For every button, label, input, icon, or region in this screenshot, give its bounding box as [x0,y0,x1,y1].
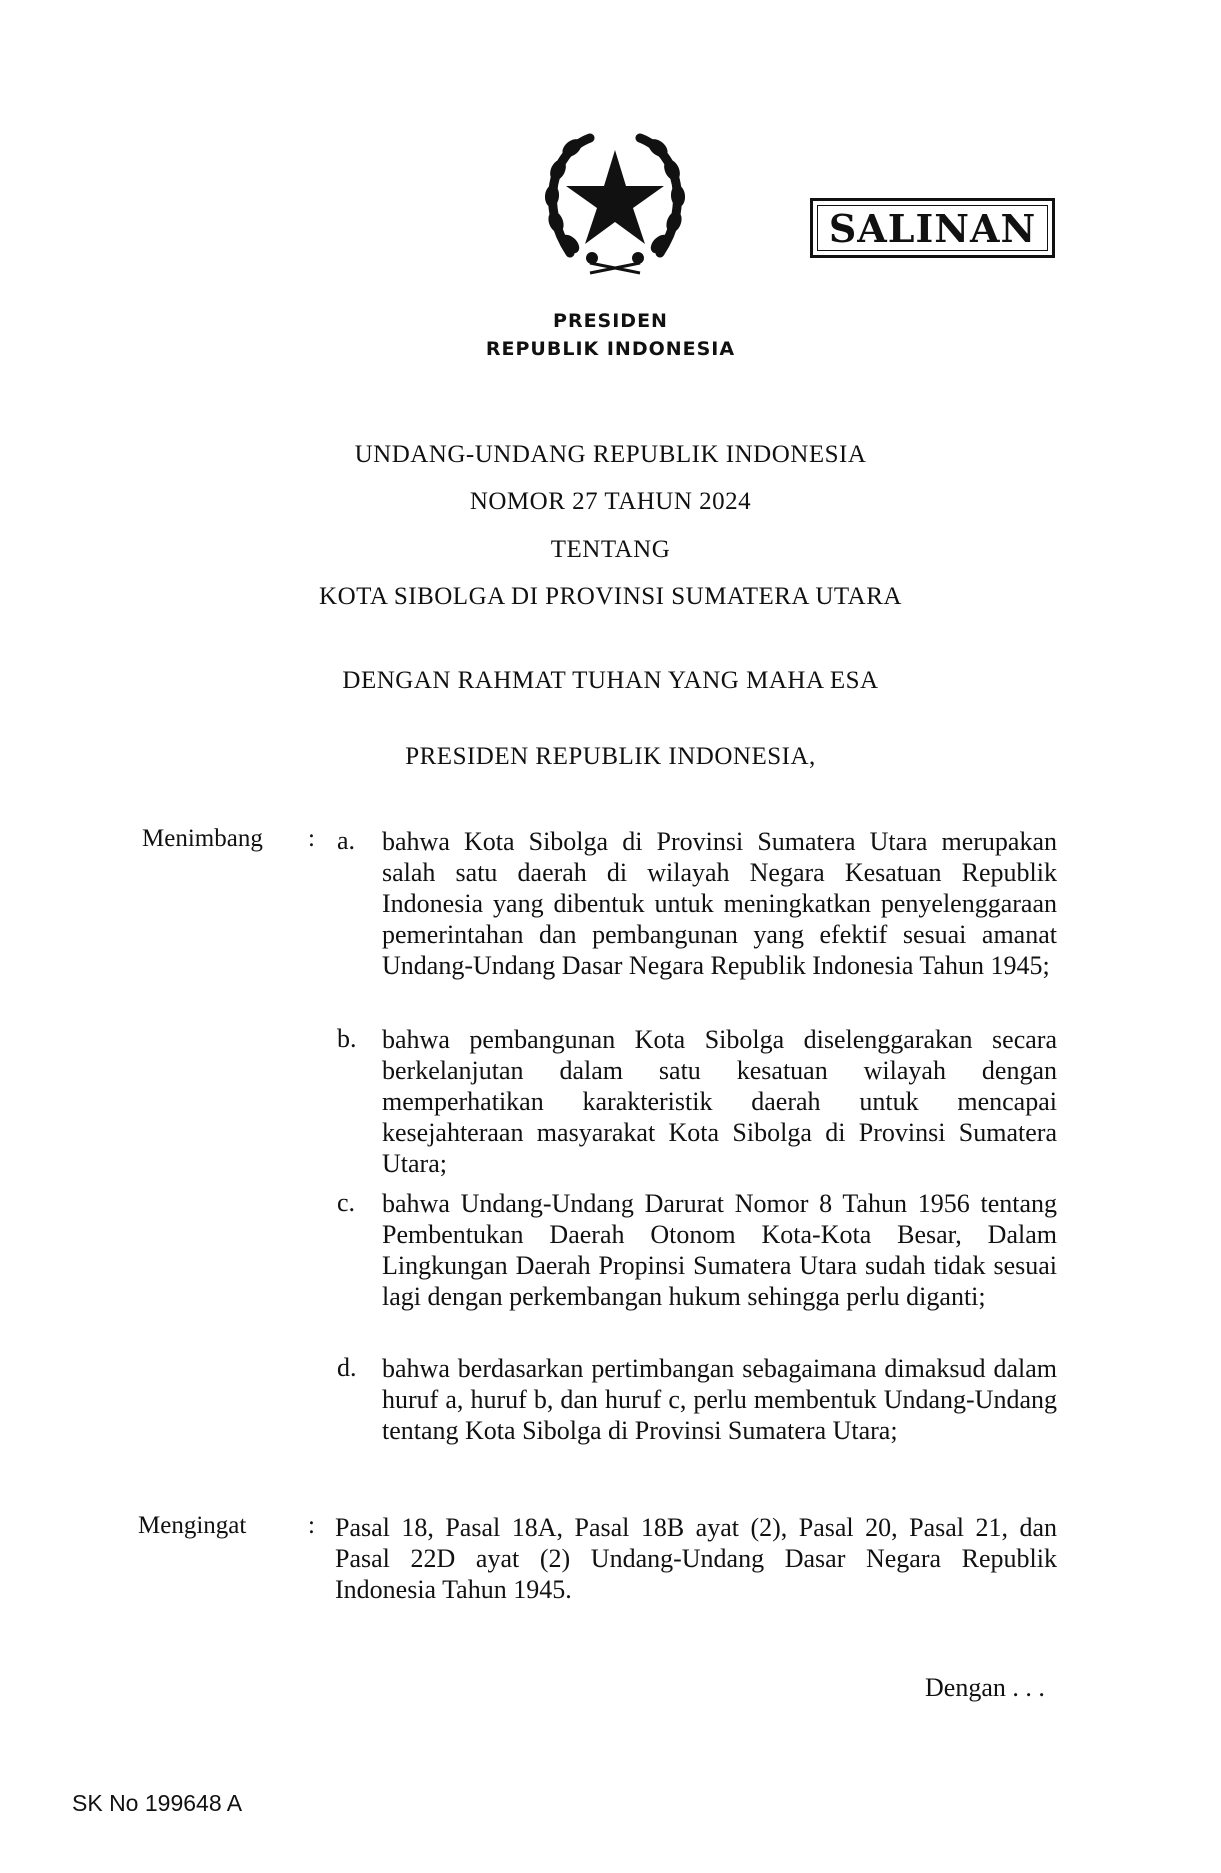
continuation-text: Dengan . . . [925,1673,1045,1702]
menimbang-item-text: bahwa Undang-Undang Darurat Nomor 8 Tahun 1956 tentang Pembentukan Daerah Otonom Kota-Kota Besar, Dalam Lingkungan Daerah Propinsi Sumatera Utara sudah tidak sesuai lagi dengan perkembangan hukum sehingga perlu diganti; [382,1189,1057,1311]
mengingat-colon: : [308,1512,315,1539]
item-letter: d. [337,1353,357,1382]
title-line-1: UNDANG-UNDANG REPUBLIK INDONESIA [354,441,867,468]
title-line-3: TENTANG [550,536,671,563]
title-line-2: NOMOR 27 TAHUN 2024 [469,488,752,515]
item-letter: c. [337,1188,356,1217]
title-line-6: PRESIDEN REPUBLIK INDONESIA, [405,743,816,770]
header-republik: REPUBLIK INDONESIA [485,338,736,360]
menimbang-label: Menimbang [142,825,263,852]
header-presiden: PRESIDEN [553,310,668,332]
title-line-4: KOTA SIBOLGA DI PROVINSI SUMATERA UTARA [319,583,902,610]
sk-number: SK No 199648 A [72,1790,243,1816]
mengingat-label: Mengingat [138,1512,247,1539]
title-line-5: DENGAN RAHMAT TUHAN YANG MAHA ESA [342,667,879,694]
mengingat-text: Pasal 18, Pasal 18A, Pasal 18B ayat (2), Pasal 20, Pasal 21, dan Pasal 22D ayat (2) Undang-Undang Dasar Negara Republik Indonesia Tahun 1945. [335,1513,1057,1604]
item-letter: b. [337,1024,357,1053]
menimbang-item-text: bahwa pembangunan Kota Sibolga diselenggarakan secara berkelanjutan dalam satu kesatuan wilayah dengan memperhatikan karakteristik daerah untuk mencapai kesejahteraan masyarakat Kota Sibolga di Provinsi Sumatera Utara; [382,1025,1057,1178]
item-letter: a. [337,826,356,855]
salinan-stamp [810,198,1055,258]
salinan-label: SALINAN [828,205,1037,251]
menimbang-item-text: bahwa berdasarkan pertimbangan sebagaimana dimaksud dalam huruf a, huruf b, dan huruf c, perlu membentuk Undang-Undang tentang Kota Sibolga di Provinsi Sumatera Utara; [382,1354,1057,1445]
presidential-seal-icon [530,118,700,288]
menimbang-item-text: bahwa Kota Sibolga di Provinsi Sumatera Utara merupakan salah satu daerah di wilayah Negara Kesatuan Republik Indonesia yang dibentuk untuk meningkatkan penyelenggaraan pemerintahan dan pembangunan yang efektif sesuai amanat Undang-Undang Dasar Negara Republik Indonesia Tahun 1945; [382,827,1057,980]
menimbang-colon: : [308,825,315,852]
